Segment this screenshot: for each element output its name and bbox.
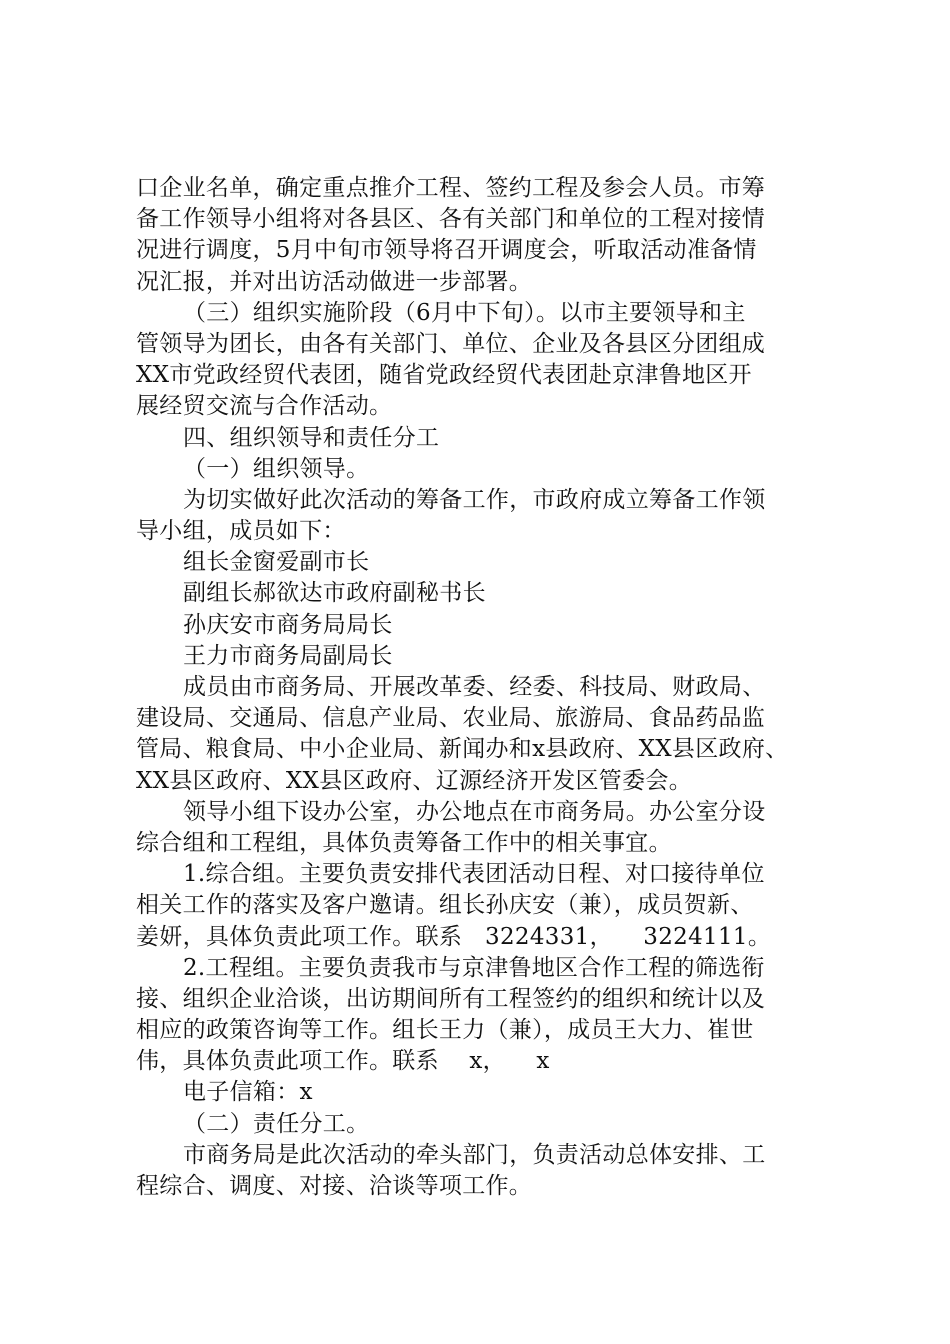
text-line: 建设局、交通局、信息产业局、农业局、旅游局、食品药品监 bbox=[136, 705, 766, 732]
text-line: 况汇报，并对出访活动做进一步部署。 bbox=[136, 268, 533, 295]
text-line: 市商务局是此次活动的牵头部门，负责活动总体安排、工 bbox=[183, 1141, 766, 1168]
text-line: 2.工程组。主要负责我市与京津鲁地区合作工程的筛选衔 bbox=[183, 954, 765, 981]
text-line: （一）组织领导。 bbox=[183, 455, 370, 482]
text-line: 孙庆安市商务局局长 bbox=[183, 611, 393, 638]
text-line: 管领导为团长，由各有关部门、单位、企业及各县区分团组成 bbox=[136, 330, 766, 357]
text-line: 为切实做好此次活动的筹备工作，市政府成立筹备工作领 bbox=[183, 486, 766, 513]
text-line: 导小组，成员如下： bbox=[136, 518, 346, 545]
text-line: 口企业名单，确定重点推介工程、签约工程及参会人员。市筹 bbox=[136, 175, 766, 201]
text-line: 姜妍，具体负责此项工作。联系 3224331， 3224111。 bbox=[136, 923, 772, 950]
text-line: 相关工作的落实及客户邀请。组长孙庆安（兼），成员贺新、 bbox=[136, 892, 754, 919]
text-line: 1.综合组。主要负责安排代表团活动日程、对口接待单位 bbox=[183, 861, 765, 888]
text-line: 电子信箱：x bbox=[183, 1079, 313, 1106]
text-line: 管局、粮食局、中小企业局、新闻办和x县政府、XX县区政府、 bbox=[136, 736, 789, 763]
text-line: 组长金窗爱副市长 bbox=[183, 549, 370, 576]
text-line: 备工作领导小组将对各县区、各有关部门和单位的工程对接情 bbox=[136, 206, 766, 233]
text-line: （二）责任分工。 bbox=[183, 1110, 370, 1137]
text-line: 伟，具体负责此项工作。联系 x， x bbox=[136, 1048, 550, 1075]
text-line: 四、组织领导和责任分工 bbox=[183, 424, 440, 451]
text-line: XX市党政经贸代表团，随省党政经贸代表团赴京津鲁地区开 bbox=[136, 362, 752, 389]
text-line: 程综合、调度、对接、洽谈等项工作。 bbox=[136, 1173, 533, 1199]
text-line: 综合组和工程组，具体负责筹备工作中的相关事宜。 bbox=[136, 829, 672, 856]
text-line: 副组长郝欲达市政府副秘书长 bbox=[183, 580, 486, 607]
text-line: 况进行调度，5月中旬市领导将召开调度会，听取活动准备情 bbox=[136, 237, 757, 264]
text-line: 接、组织企业洽谈，出访期间所有工程签约的组织和统计以及 bbox=[136, 985, 766, 1012]
text-line: 领导小组下设办公室，办公地点在市商务局。办公室分设 bbox=[183, 798, 766, 825]
text-line: 展经贸交流与合作活动。 bbox=[136, 393, 393, 420]
text-line: （三）组织实施阶段（6月中下旬）。以市主要领导和主 bbox=[183, 299, 746, 326]
text-line: 成员由市商务局、开展改革委、经委、科技局、财政局、 bbox=[183, 674, 766, 700]
document-body bbox=[136, 173, 836, 1202]
text-line: 王力市商务局副局长 bbox=[183, 642, 393, 669]
text-line: XX县区政府、XX县区政府、辽源经济开发区管委会。 bbox=[136, 767, 692, 794]
text-line: 相应的政策咨询等工作。组长王力（兼），成员王大力、崔世 bbox=[136, 1017, 754, 1044]
